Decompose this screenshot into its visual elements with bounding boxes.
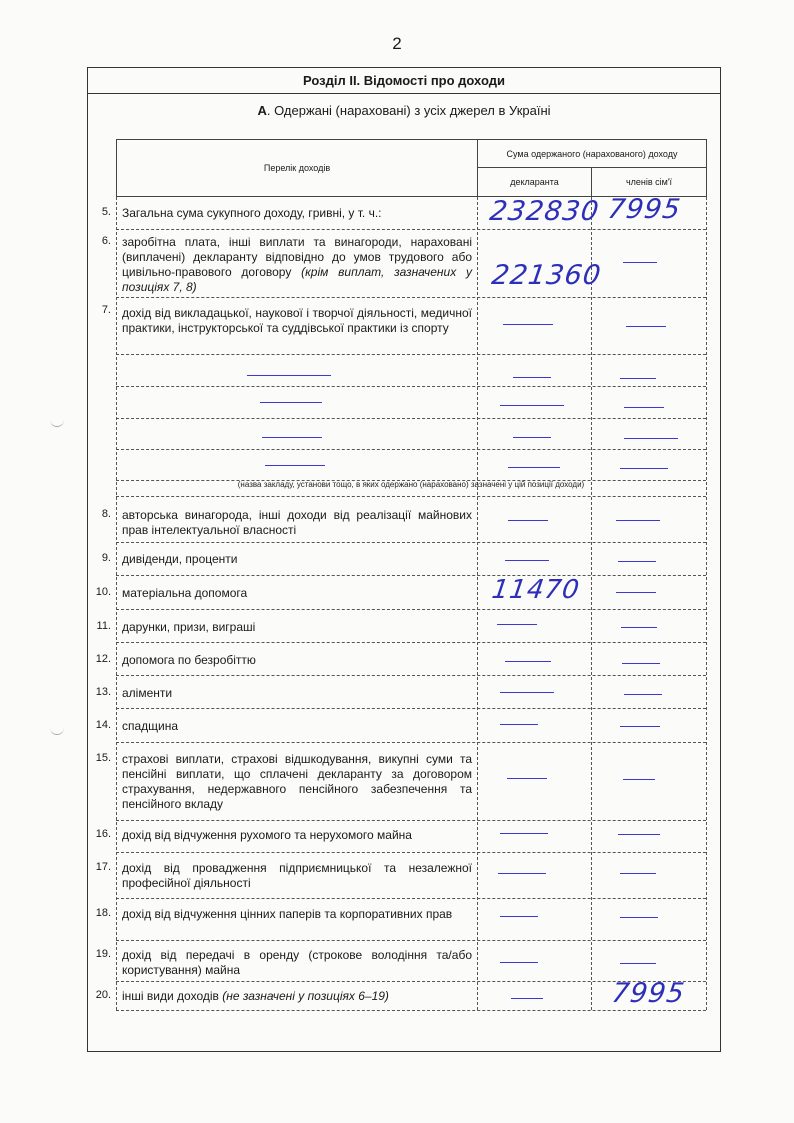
row-divider — [116, 496, 706, 497]
row-text: заробітна плата, інші виплати та винагороди, нараховані (виплачені) декларанту відповідно до умов трудового або цивільно-правового договору — [122, 235, 472, 279]
row-description: дохід від передачі в оренду (строкове володіння та/або користування) майна — [122, 948, 472, 977]
row-divider — [116, 354, 706, 355]
table-left-border — [116, 197, 117, 1010]
family-empty-dash — [618, 561, 656, 562]
row-divider — [116, 852, 706, 853]
row-number: 19. — [95, 948, 111, 960]
row-number: 20. — [95, 989, 111, 1001]
row-divider — [116, 675, 706, 676]
declarant-empty-dash — [500, 405, 564, 406]
declarant-empty-dash — [503, 324, 553, 325]
header-income-sum: Сума одержаного (нарахованого) доходу — [477, 139, 707, 168]
declarant-empty-dash — [500, 916, 538, 917]
row-description: дохід від відчуження цінних паперів та корпоративних прав — [122, 907, 453, 921]
row-text: інші види доходів — [122, 989, 223, 1003]
family-empty-dash — [621, 627, 657, 628]
declarant-empty-dash — [507, 778, 547, 779]
row-number: 15. — [95, 752, 111, 764]
row-divider — [116, 1010, 706, 1011]
row-number: 7. — [101, 304, 111, 316]
row-description: матеріальна допомога — [122, 586, 248, 600]
page-number: 2 — [392, 34, 402, 53]
row-divider — [116, 898, 706, 899]
institution-empty-dash — [260, 402, 322, 403]
subsection-title — [87, 103, 721, 118]
family-empty-dash — [624, 438, 678, 439]
institution-empty-dash — [247, 375, 331, 376]
family-amount: 7995 — [609, 978, 687, 1009]
row-note: (не зазначені у позиціях 6–19) — [222, 989, 389, 1003]
header-income-list: Перелік доходів — [116, 139, 478, 197]
declarant-empty-dash — [505, 661, 551, 662]
row-number: 6. — [101, 235, 111, 247]
binder-mark — [50, 420, 64, 427]
row-divider — [116, 642, 706, 643]
row-number: 12. — [95, 653, 111, 665]
family-empty-dash — [623, 779, 655, 780]
declarant-empty-dash — [500, 724, 538, 725]
family-empty-dash — [626, 326, 666, 327]
row-number: 17. — [95, 861, 111, 873]
row-divider — [116, 940, 706, 941]
subsection-letter: А — [257, 103, 267, 118]
subsection-text: . Одержані (нараховані) з усіх джерел в Україні — [266, 103, 551, 118]
row-divider — [116, 820, 706, 821]
header-declarant: декларанта — [477, 167, 592, 197]
row-description — [122, 989, 472, 1004]
row-divider — [116, 609, 706, 610]
declarant-empty-dash — [513, 437, 551, 438]
row-number: 5. — [101, 206, 111, 218]
row-description: дохід від відчуження рухомого та нерухомого майна — [122, 828, 412, 842]
row-divider — [116, 229, 706, 230]
header-family: членів сім'ї — [591, 167, 707, 197]
family-empty-dash — [620, 378, 656, 379]
row-divider — [116, 449, 706, 450]
institution-empty-dash — [262, 437, 322, 438]
declarant-empty-dash — [505, 560, 549, 561]
binder-mark — [50, 728, 64, 735]
row-description: допомога по безробіттю — [122, 653, 256, 667]
institution-empty-dash — [265, 465, 325, 466]
family-empty-dash — [620, 917, 658, 918]
declarant-empty-dash — [500, 833, 548, 834]
family-empty-dash — [620, 873, 656, 874]
declarant-amount: 221360 — [489, 260, 604, 291]
row-description: спадщина — [122, 719, 179, 733]
row-number: 10. — [95, 586, 111, 598]
family-empty-dash — [616, 520, 660, 521]
family-empty-dash — [623, 262, 657, 263]
institution-caption: (назва закладу, установи тощо, в яких одержано (нараховано) зазначені у цій позиції доходи) — [237, 480, 585, 489]
declarant-amount: 232830 — [487, 196, 602, 227]
declarant-amount: 11470 — [489, 575, 582, 605]
declarant-empty-dash — [500, 962, 538, 963]
family-empty-dash — [624, 407, 664, 408]
family-empty-dash — [618, 834, 660, 835]
declarant-empty-dash — [513, 377, 551, 378]
row-number: 9. — [101, 552, 111, 564]
row-description: дарунки, призи, виграші — [122, 620, 256, 634]
row-divider — [116, 297, 706, 298]
declarant-empty-dash — [511, 998, 543, 999]
column-divider — [591, 197, 592, 1010]
row-divider — [116, 418, 706, 419]
declarant-empty-dash — [508, 520, 548, 521]
declarant-empty-dash — [500, 692, 554, 693]
family-amount: 7995 — [605, 194, 683, 225]
row-number: 18. — [95, 907, 111, 919]
row-description: страхові виплати, страхові відшкодування, викупні суми та пенсійні виплати, що сплачені декларанту за договором страхування, недержавного пенсійного забезпечення та пенсійного вкладу — [122, 752, 472, 811]
table-right-border — [706, 197, 707, 1010]
row-description: дохід від викладацької, наукової і творчої діяльності, медичної практики, інструкторської та суддівської практики із спорту — [122, 306, 472, 335]
row-divider — [116, 708, 706, 709]
row-description: аліменти — [122, 686, 173, 700]
column-divider — [477, 197, 478, 1010]
family-empty-dash — [624, 694, 662, 695]
family-empty-dash — [620, 468, 668, 469]
declarant-empty-dash — [508, 467, 560, 468]
family-empty-dash — [616, 592, 656, 593]
row-note: (крім виплат, зазначених у позиціях 7, 8) — [122, 265, 472, 294]
section-title: Розділ ІІ. Відомості про доходи — [87, 67, 721, 94]
family-empty-dash — [620, 726, 660, 727]
row-number: 14. — [95, 719, 111, 731]
row-description: авторська винагорода, інші доходи від реалізації майнових прав інтелектуальної власності — [122, 508, 472, 537]
declarant-empty-dash — [497, 624, 537, 625]
row-description — [122, 235, 472, 295]
family-empty-dash — [620, 963, 656, 964]
row-divider — [116, 386, 706, 387]
row-number: 8. — [101, 508, 111, 520]
row-description: дохід від провадження підприємницької та незалежної професійної діяльності — [122, 861, 472, 890]
row-number: 13. — [95, 686, 111, 698]
row-divider — [116, 742, 706, 743]
row-divider — [116, 575, 706, 576]
family-empty-dash — [622, 663, 660, 664]
row-divider — [116, 542, 706, 543]
row-description: Загальна сума сукупного доходу, гривні, у т. ч.: — [122, 206, 382, 220]
row-number: 11. — [96, 620, 111, 632]
row-description: дивіденди, проценти — [122, 552, 238, 566]
declarant-empty-dash — [498, 873, 546, 874]
row-number: 16. — [95, 828, 111, 840]
